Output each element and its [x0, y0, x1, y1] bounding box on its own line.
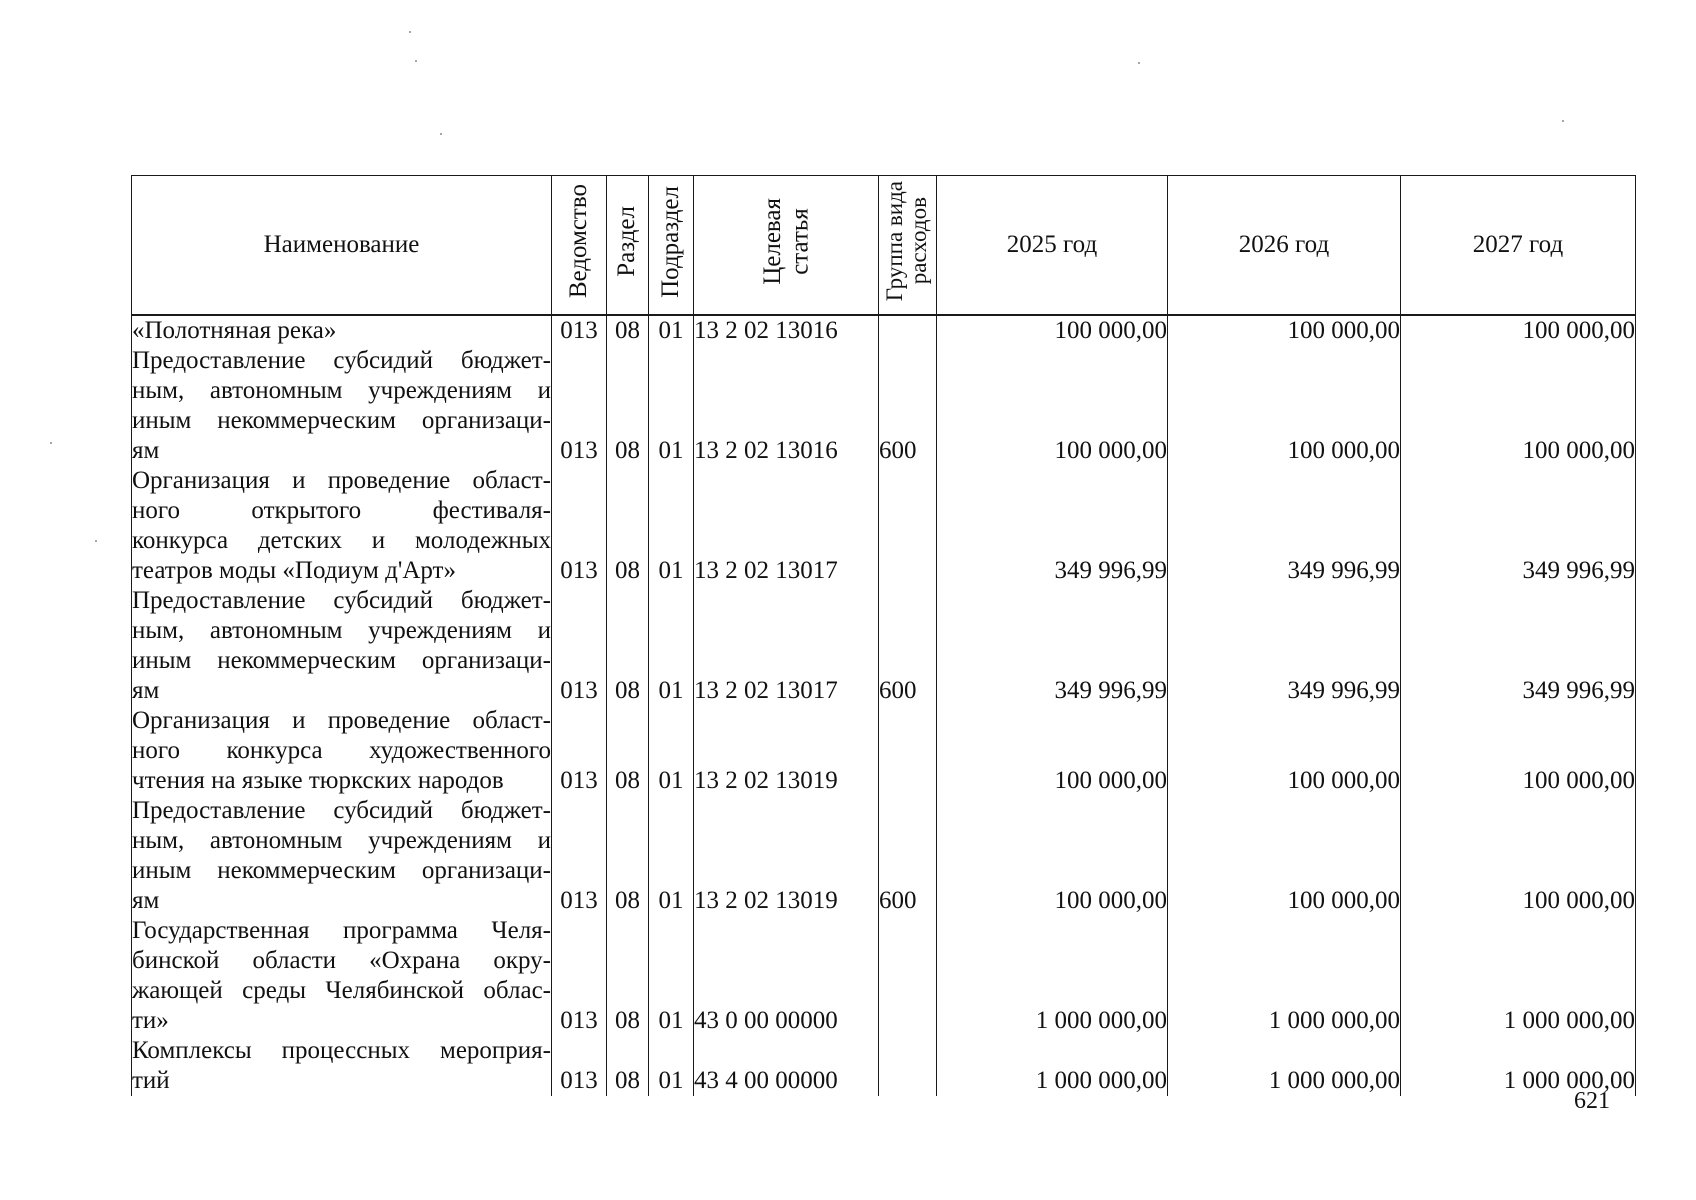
scan-speck — [95, 540, 97, 542]
header-section: Раздел — [607, 176, 649, 316]
row-target-article: 13 2 02 13017 — [694, 466, 879, 586]
header-year-2027: 2027 год — [1401, 176, 1636, 316]
row-amount-2026: 100 000,00 — [1168, 706, 1401, 796]
header-department: Ведомство — [552, 176, 607, 316]
row-subsection: 01 — [649, 916, 694, 1036]
row-name-line: тий — [132, 1067, 170, 1094]
table-header-row — [132, 176, 1636, 316]
row-department: 013 — [552, 586, 607, 706]
row-section: 08 — [607, 466, 649, 586]
row-subsection: 01 — [649, 466, 694, 586]
row-expense-group: 600 — [879, 586, 937, 706]
row-amount-2027: 349 996,99 — [1401, 466, 1636, 586]
row-department: 013 — [552, 315, 607, 346]
row-amount-2027: 100 000,00 — [1401, 706, 1636, 796]
row-department: 013 — [552, 706, 607, 796]
row-department: 013 — [552, 1036, 607, 1096]
header-year-2025: 2025 год — [937, 176, 1168, 316]
row-subsection: 01 — [649, 796, 694, 916]
row-name-line: чтения на языке тюркских народов — [132, 767, 504, 794]
row-name — [132, 1036, 552, 1096]
row-name-line: театров моды «Подиум д'Арт» — [132, 557, 456, 584]
row-name — [132, 916, 552, 1036]
header-target-article: Целевая статья — [694, 176, 879, 316]
row-subsection: 01 — [649, 1036, 694, 1096]
row-name-line: конкурса детских и молодежных — [132, 527, 551, 554]
row-name-line: ного открытого фестиваля- — [132, 497, 551, 524]
table-row — [132, 346, 1636, 466]
row-name-line: бинской области «Охрана окру- — [132, 947, 551, 974]
row-section: 08 — [607, 706, 649, 796]
row-name-line: Предоставление субсидий бюджет- — [132, 347, 551, 374]
row-expense-group — [879, 315, 937, 346]
row-department: 013 — [552, 916, 607, 1036]
row-amount-2027: 100 000,00 — [1401, 796, 1636, 916]
row-name-line: Предоставление субсидий бюджет- — [132, 587, 551, 614]
table-row — [132, 466, 1636, 586]
table-row — [132, 916, 1636, 1036]
row-target-article: 43 0 00 00000 — [694, 916, 879, 1036]
row-name-line: ного конкурса художественного — [132, 737, 551, 764]
row-amount-2027: 1 000 000,00 — [1401, 916, 1636, 1036]
row-section: 08 — [607, 1036, 649, 1096]
budget-table — [131, 175, 1636, 1096]
scan-speck — [440, 133, 442, 135]
row-expense-group — [879, 706, 937, 796]
row-section: 08 — [607, 315, 649, 346]
header-expense-group: Группа вида расходов — [879, 176, 937, 316]
row-amount-2026: 1 000 000,00 — [1168, 1036, 1401, 1096]
row-amount-2025: 100 000,00 — [937, 706, 1168, 796]
row-name-line: ям — [132, 437, 160, 464]
row-section: 08 — [607, 346, 649, 466]
row-name-line: Государственная программа Челя- — [132, 917, 551, 944]
row-name — [132, 466, 552, 586]
row-amount-2026: 349 996,99 — [1168, 466, 1401, 586]
row-subsection: 01 — [649, 706, 694, 796]
row-expense-group — [879, 916, 937, 1036]
row-name — [132, 315, 552, 346]
row-amount-2025: 349 996,99 — [937, 466, 1168, 586]
row-name-line: «Полотняная река» — [132, 317, 337, 344]
row-target-article: 43 4 00 00000 — [694, 1036, 879, 1096]
row-name-line: ям — [132, 887, 160, 914]
header-name: Наименование — [132, 176, 552, 316]
header-year-2026: 2026 год — [1168, 176, 1401, 316]
row-name-line: ти» — [132, 1007, 169, 1034]
row-name-line: ным, автономным учреждениям и — [132, 617, 551, 644]
table-body — [132, 315, 1636, 1096]
row-amount-2027: 1 000 000,00 — [1401, 1036, 1636, 1096]
row-amount-2025: 100 000,00 — [937, 315, 1168, 346]
row-amount-2025: 1 000 000,00 — [937, 1036, 1168, 1096]
row-expense-group — [879, 466, 937, 586]
scan-speck — [409, 31, 411, 33]
row-amount-2026: 100 000,00 — [1168, 346, 1401, 466]
row-amount-2026: 349 996,99 — [1168, 586, 1401, 706]
row-department: 013 — [552, 796, 607, 916]
row-name-line: Организация и проведение област- — [132, 467, 551, 494]
row-name-line: Предоставление субсидий бюджет- — [132, 797, 551, 824]
scan-speck — [1562, 120, 1564, 122]
row-section: 08 — [607, 586, 649, 706]
row-department: 013 — [552, 346, 607, 466]
row-target-article: 13 2 02 13019 — [694, 706, 879, 796]
row-name-line: иным некоммерческим организаци- — [132, 407, 551, 434]
row-target-article: 13 2 02 13017 — [694, 586, 879, 706]
page-number: 621 — [1574, 1088, 1610, 1114]
row-department: 013 — [552, 466, 607, 586]
table-row — [132, 315, 1636, 346]
row-amount-2025: 100 000,00 — [937, 796, 1168, 916]
scan-speck — [1138, 62, 1140, 64]
row-expense-group: 600 — [879, 346, 937, 466]
table-row — [132, 706, 1636, 796]
row-name-line: ям — [132, 677, 160, 704]
row-amount-2026: 100 000,00 — [1168, 796, 1401, 916]
table-row — [132, 1036, 1636, 1096]
row-section: 08 — [607, 916, 649, 1036]
row-subsection: 01 — [649, 346, 694, 466]
row-amount-2027: 100 000,00 — [1401, 346, 1636, 466]
row-expense-group: 600 — [879, 796, 937, 916]
table-row — [132, 586, 1636, 706]
row-name-line: Комплексы процессных мероприя- — [132, 1037, 551, 1064]
row-name — [132, 706, 552, 796]
row-amount-2027: 100 000,00 — [1401, 315, 1636, 346]
scan-speck — [50, 442, 52, 444]
row-amount-2026: 100 000,00 — [1168, 315, 1401, 346]
row-name-line: Организация и проведение област- — [132, 707, 551, 734]
row-name-line: жающей среды Челябинской облас- — [132, 977, 551, 1004]
header-subsection: Подраздел — [649, 176, 694, 316]
row-target-article: 13 2 02 13019 — [694, 796, 879, 916]
row-amount-2027: 349 996,99 — [1401, 586, 1636, 706]
row-name — [132, 796, 552, 916]
row-name-line: ным, автономным учреждениям и — [132, 377, 551, 404]
row-name-line: иным некоммерческим организаци- — [132, 857, 551, 884]
row-subsection: 01 — [649, 315, 694, 346]
row-amount-2026: 1 000 000,00 — [1168, 916, 1401, 1036]
row-amount-2025: 100 000,00 — [937, 346, 1168, 466]
row-expense-group — [879, 1036, 937, 1096]
row-subsection: 01 — [649, 586, 694, 706]
row-amount-2025: 349 996,99 — [937, 586, 1168, 706]
row-name — [132, 586, 552, 706]
row-name-line: ным, автономным учреждениям и — [132, 827, 551, 854]
row-section: 08 — [607, 796, 649, 916]
row-amount-2025: 1 000 000,00 — [937, 916, 1168, 1036]
row-name-line: иным некоммерческим организаци- — [132, 647, 551, 674]
row-target-article: 13 2 02 13016 — [694, 346, 879, 466]
row-target-article: 13 2 02 13016 — [694, 315, 879, 346]
scan-speck — [415, 60, 417, 62]
table-row — [132, 796, 1636, 916]
row-name — [132, 346, 552, 466]
